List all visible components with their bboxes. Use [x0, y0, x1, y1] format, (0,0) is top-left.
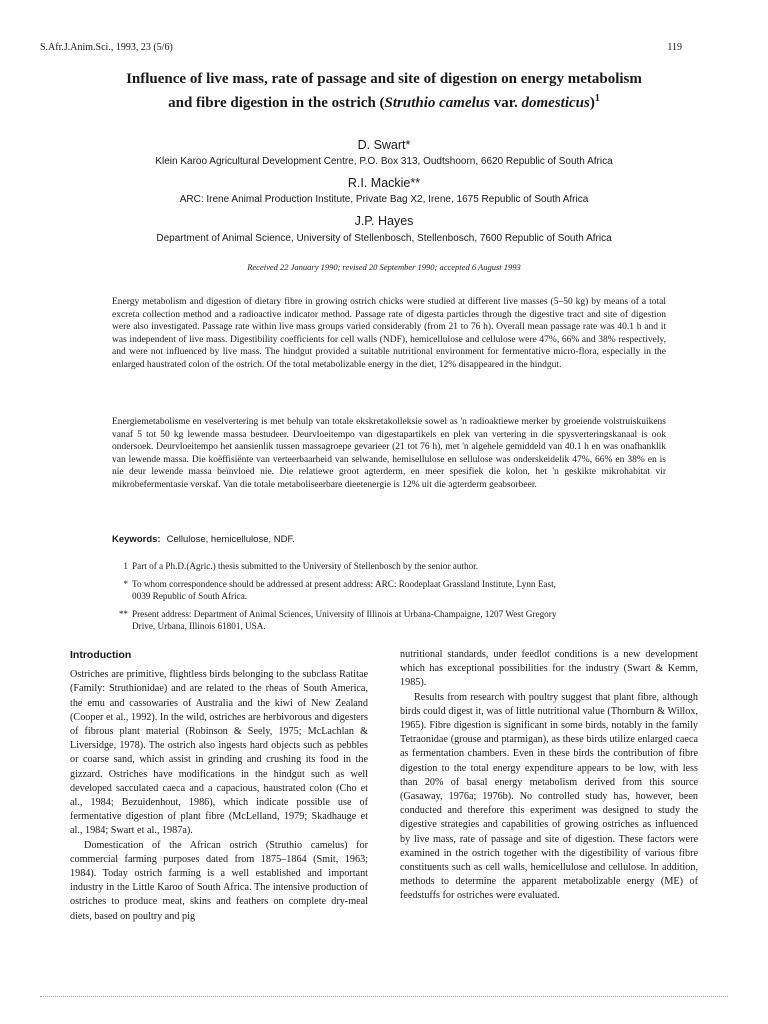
received-dates: Received 22 January 1990; revised 20 September 1990; accepted 6 August 1993: [247, 262, 521, 272]
footnote-correspondence: * To whom correspondence should be addressed at present address: ARC: Roodeplaat Grassland Institute, Lynn East, 0039 Republic of South Africa.: [123, 579, 556, 601]
paragraph: Results from research with poultry suggest that plant fibre, although birds could digest it, was of little nutritional value (Thornburn & Willox, 1965). Fibre digestion is significant in some birds, notably in the family Tetraonidae (grouse and ptarmigan), as these birds utilize enlarged caeca as fermentation chambers. Even in these birds the contribution of fibre digestion to the total energy expenditure appears to be low, with less than 20% of basal energy metabolism derived from this source (Gasaway, 1976a; 1976b). No controlled study has, however, been conducted and therefore this experiment was designed to study the digestive strategies and capabilities of growing ostriches as influenced by live mass, rate of passage and site of digestion. These factors were examined in the ostrich together with the digestibility of various fibre constituents such as cell walls, hemicellulose and cellulose. In addition, methods to determine the apparent metabolizable energy (ME) of feedstuffs for ostriches were evaluated.: [400, 691, 698, 902]
paragraph: Ostriches are primitive, flightless birds belonging to the subclass Ratitae (Family: Struthionidae) and are related to the rheas of South America, the emu and cassowaries of Australia and the kiwi of New Zealand (Cooper et al., 1992). In the wild, ostriches are herbivorous and digesters of fibrous plant material (Robinson & Seely, 1975; McLachlan & Liversidge, 1978). The ostrich also ingests hard objects such as pebbles or coarse sand, which assist in grinding and crushing its food in the gizzard. Ostriches have modifications in the hindgut such as well developed sacculated caeca and a capacious, haustrated colon (Cho et al., 1984; Bezuidenhout, 1986), which indicate possible use of fermentative digestion of plant fibre (McLelland, 1979; Skadhauge et al., 1984; Swart et al., 1987a).: [70, 669, 368, 837]
footnote-present-address: ** Present address: Department of Animal Sciences, University of Illinois at Urbana-Champaigne, 1207 West Gregory Drive, Urbana, Illinois 61801, USA.: [118, 609, 557, 631]
abstract-english: Energy metabolism and digestion of dietary fibre in growing ostrich chicks were studied at different live masses (5–50 kg) by means of a total excreta collection method and a radioactive indicator method. Passage rate of digesta particles through the digestive tract and site of digestion were also investigated. Passage rate within live mass groups varied considerably (from 21 to 76 h). Overall mean passage rate was 40.1 h and it was independent of live mass. Digestibility coefficients for cell walls (NDF), hemicellulose and cellulose were 47%, 66% and 38% respectively, and were not influenced by live mass. The hindgut provided a suitable nutritional environment for fermentative micro-flora, especially in the enlarged haustrated colon of the ostrich. Of the total metabolizable energy in the diet, 12% disappeared in the hindgut.: [112, 297, 666, 370]
author-affiliation: Department of Animal Science, University of Stellenbosch, Stellenbosch, 7600 Republic of South Africa: [156, 233, 612, 244]
author-name: R.I. Mackie**: [347, 176, 421, 190]
footnote-thesis: 1 Part of a Ph.D.(Agric.) thesis submitted to the University of Stellenbosch by the senior author.: [123, 561, 479, 571]
journal-citation: S.Afr.J.Anim.Sci., 1993, 23 (5/6): [40, 42, 173, 53]
author-name: J.P. Hayes: [354, 214, 414, 228]
bottom-divider: [40, 996, 728, 997]
column-right: [400, 648, 698, 904]
article-title: [60, 70, 708, 113]
title-line-2: and fibre digestion in the ostrich (Struthio camelus var. domesticus)$^1$: [168, 93, 600, 111]
section-heading-introduction: Introduction: [70, 649, 132, 661]
author-name: D. Swart*: [357, 138, 411, 152]
paragraph: Domestication of the African ostrich (Struthio camelus) for commercial farming purposes dated from 1875–1864 (Smit, 1963; 1984). Today ostrich farming is a well established and important industry in the Little Karoo of South Africa. The intensive production of ostriches to produce meat, skins and feathers on complete dry-meal diets, based on poultry and pig: [70, 839, 368, 922]
paragraph: nutritional standards, under feedlot conditions is a new development which has exceptional possibilities for the industry (Swart & Kemm, 1985).: [400, 649, 698, 689]
author-affiliation: Klein Karoo Agricultural Development Centre, P.O. Box 313, Oudtshoorn, 6620 Republic of South Africa: [155, 156, 613, 167]
title-footnote-mark: 1: [594, 93, 600, 104]
title-line-1: Influence of live mass, rate of passage and site of digestion on energy metabolism: [126, 71, 642, 87]
column-left: [70, 648, 368, 924]
author-affiliation: ARC: Irene Animal Production Institute, Private Bag X2, Irene, 1675 Republic of South Africa: [179, 194, 589, 205]
abstract-afrikaans: Energiemetabolisme en veselvertering is met behulp van totale ekskretakolleksie sowel as 'n radioaktiewe merker by groeiende volstruiskuikens vanaf 5 tot 50 kg lewende massa bestudeer. Deurvloeitempo van digestapartikels en plek van vertering in die spysverteringskanaal is ook ondersoek. Deurvloeitempo het aansienlik tussen massagroepe gevarieer (21 tot 76 h), met 'n algehele gemiddeld van 40.1 h en was onafhanklik van lewende massa. Die koëffisiënte van verteerbaarheid van selwande, hemisellulose en sellulose was onderskeidelik 47%, 66% en 38% en is nie deur lewende massa beïnvloed nie. Die relatiewe groot agterderm, en meer spesifiek die kolon, het 'n geskikte mikrohabitat vir mikrobefermentasie verskaf. Van die totale metaboliseerbare dieetenergie is 12% uit die agterderm geabsorbeer.: [112, 417, 666, 490]
keywords: Keywords: Cellulose, hemicellulose, NDF.: [112, 534, 295, 545]
page-number: 119: [667, 42, 682, 53]
